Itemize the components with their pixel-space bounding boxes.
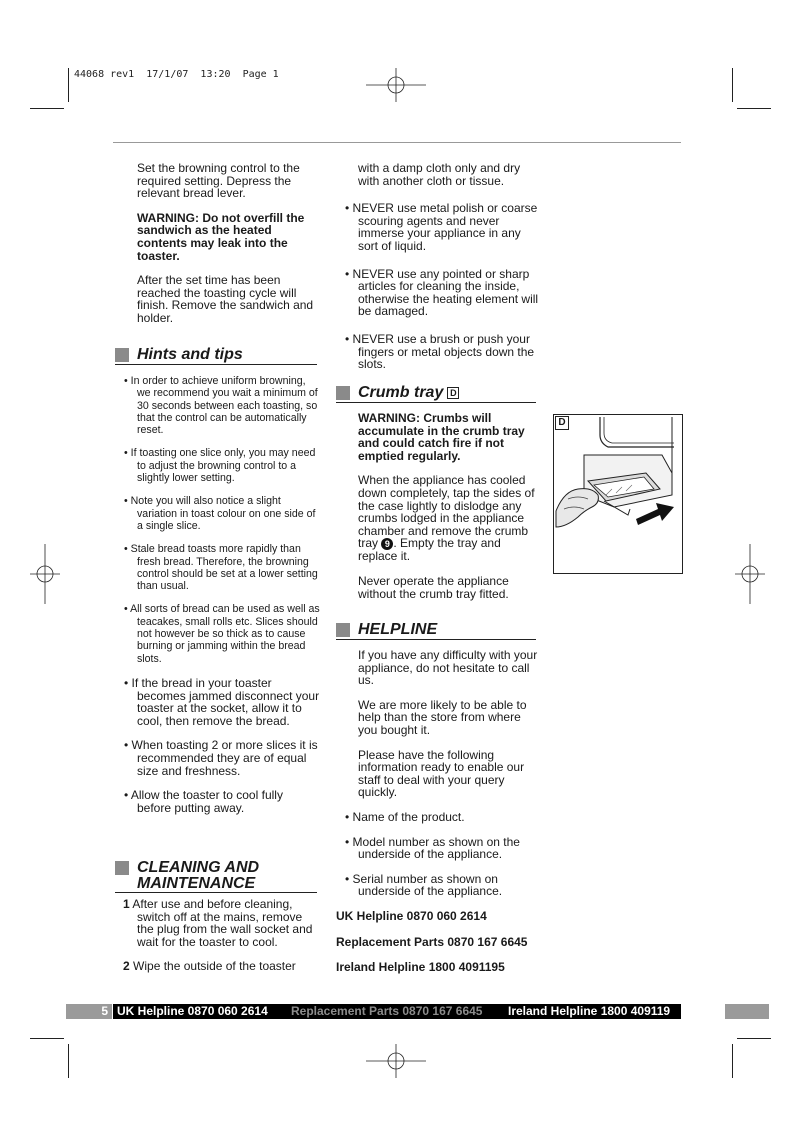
crumb-warning: WARNING: Crumbs will accumulate in the crumb tray and could catch fire if not emptied regularly. (358, 411, 525, 463)
hint-item: • Allow the toaster to cool fully before putting away. (124, 788, 283, 815)
step-number: 1 (123, 897, 130, 911)
page-number-block (66, 1004, 112, 1019)
page-number: 5 (101, 1004, 108, 1018)
helpline-paragraph: We are more likely to be able to help than the store from where you bought it. (358, 697, 527, 737)
crop-mark (732, 68, 733, 102)
step-text: Wipe the outside of the toaster (133, 959, 296, 974)
intro-warning: WARNING: Do not overfill the sandwich as the heated contents may leak into the toaster. (137, 210, 305, 263)
footer-replacement-parts: Replacement Parts 0870 167 6645 (291, 1004, 483, 1018)
hint-item: • If the bread in your toaster becomes jammed disconnect your toaster at the socket, allow it to cool, then remove the bread. (124, 675, 320, 728)
hints-title: Hints and tips (137, 346, 243, 363)
crumb-tray-heading (336, 384, 536, 403)
step-number: 2 (123, 959, 130, 974)
hint-item: • When toasting 2 or more slices it is recommended they are of equal size and freshness. (124, 738, 318, 778)
crumb-title-text: Crumb tray (358, 384, 444, 401)
crumb-instructions (336, 474, 541, 563)
registration-mark-top (366, 68, 426, 102)
hint-item: • Note you will also notice a slight variation in toast colour on one side of a single slice. (124, 495, 316, 532)
intro-paragraph: After the set time has been reached the toasting cycle will finish. Remove the sandwich and holder. (137, 273, 314, 325)
helpline-item: • Model number as shown on the underside of the appliance. (345, 834, 520, 862)
intro-paragraph: Set the browning control to the required setting. Depress the relevant bread lever. (137, 161, 300, 201)
crop-mark (732, 1044, 733, 1078)
helpline-title: HELPLINE (358, 621, 438, 638)
crop-mark (737, 1038, 771, 1039)
crumb-tray-title (358, 384, 459, 401)
cleaning-steps (115, 898, 320, 985)
hint-item: • All sorts of bread can be used as well as teacakes, small rolls etc. Slices should not however be so thick as to cause burning or jamming within the bread slots. (124, 603, 320, 665)
heading-marker (336, 623, 350, 637)
crop-mark (30, 1038, 64, 1039)
cleaning-title-line1: CLEANING AND (137, 859, 260, 876)
footer-ireland-helpline: Ireland Helpline 1800 409119 (508, 1004, 671, 1018)
top-rule (113, 142, 681, 143)
footer-side-block (725, 1004, 769, 1019)
hint-item: • If toasting one slice only, you may need to adjust the browning control to a slightly lower setting. (124, 447, 316, 485)
helpline-item: • Name of the product. (345, 809, 465, 824)
crumb-note: Never operate the appliance without the crumb tray fitted. (358, 573, 509, 601)
crumb-text-a: When the appliance has cooled down completely, tap the sides of the case lightly to dislodge any crumbs lodged in the appliance chamber and remove the crumb tray (358, 473, 535, 551)
contact-ireland: Ireland Helpline 1800 4091195 (336, 960, 505, 975)
helpline-paragraph: If you have any difficulty with your appliance, do not hesitate to call us. (358, 648, 538, 688)
crumb-tray-illustration (553, 414, 683, 574)
registration-mark-right (735, 544, 765, 604)
helpline-paragraph: Please have the following information ready to enable our staff to deal with your query quickly. (358, 747, 525, 800)
crumb-tray-body (336, 412, 541, 612)
helpline-body (336, 649, 541, 986)
hints-list (115, 375, 320, 826)
registration-mark-left (30, 544, 60, 604)
hint-item: • In order to achieve uniform browning, we recommend you wait a minimum of 30 seconds between each toasting, so that the control can be automatically reset. (124, 375, 318, 437)
crumb-tray-drawing (554, 415, 682, 573)
helpline-item: • Serial number as shown on underside of the appliance. (345, 871, 503, 899)
cleaning-step (115, 960, 320, 973)
footer-uk-helpline: UK Helpline 0870 060 2614 (117, 1004, 268, 1018)
cleaning-heading (115, 859, 317, 893)
heading-marker (115, 861, 129, 875)
heading-marker (336, 386, 350, 400)
never-item: • NEVER use a brush or push your fingers or metal objects down the slots. (345, 331, 535, 372)
cleaning-step (115, 898, 320, 948)
never-item: • NEVER use metal polish or coarse scouring agents and never immerse your appliance in any sort of liquid. (345, 201, 538, 253)
print-meta: 44068 rev1 17/1/07 13:20 Page 1 (74, 69, 279, 80)
heading-marker (115, 348, 129, 362)
step-9-icon: 9 (381, 538, 393, 550)
cleaning-title-line2: MAINTENANCE (137, 875, 256, 892)
continued-text: with a damp cloth only and dry with another cloth or tissue. (358, 161, 521, 188)
hint-item: • Stale bread toasts more rapidly than fresh bread. Therefore, the browning control should be set at a lower setting than usual. (124, 543, 318, 593)
never-item: • NEVER use any pointed or sharp articles for cleaning the inside, otherwise the heating element will be damaged. (345, 266, 539, 319)
registration-mark-bottom (366, 1044, 426, 1078)
helpline-heading (336, 621, 536, 640)
hints-heading (115, 346, 317, 365)
crop-mark (68, 68, 69, 102)
crop-mark (68, 1044, 69, 1078)
footer-bar (113, 1004, 681, 1019)
figure-label: D (555, 416, 569, 430)
crop-mark (737, 108, 771, 109)
crop-mark (30, 108, 64, 109)
left-column-intro (115, 162, 320, 337)
middle-column-top (336, 162, 541, 383)
contact-parts: Replacement Parts 0870 167 6645 (336, 934, 528, 949)
step-text: After use and before cleaning, switch off at the mains, remove the plug from the wall socket and wait for the toaster to cool. (132, 897, 313, 949)
crumb-text-b: . Empty the tray and replace it. (358, 536, 501, 564)
contact-uk: UK Helpline 0870 060 2614 (336, 908, 487, 923)
figure-reference-icon: D (447, 387, 459, 399)
